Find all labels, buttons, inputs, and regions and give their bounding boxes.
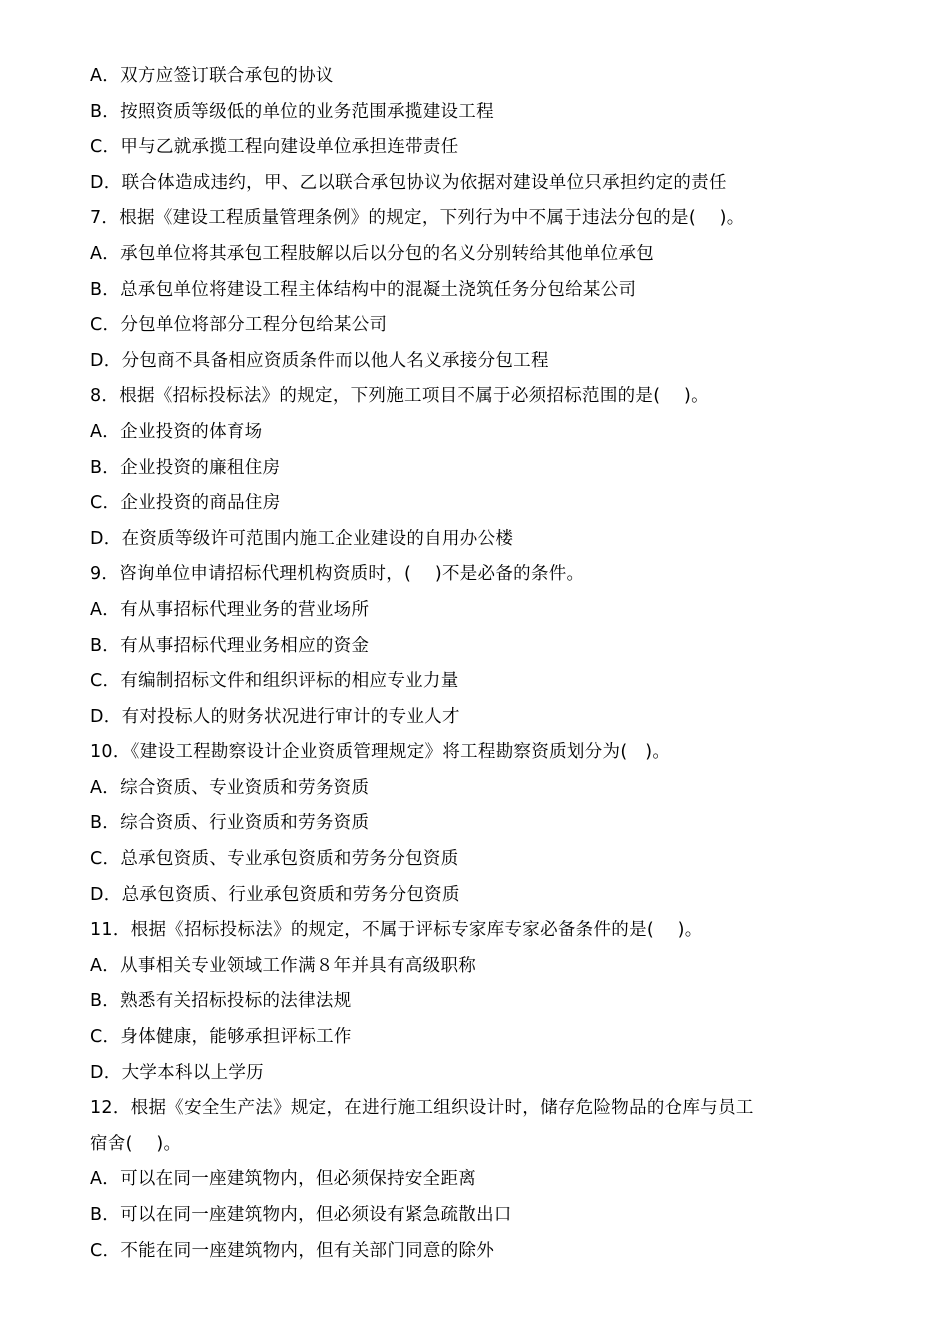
q7-option-d: D．分包商不具备相应资质条件而以他人名义承接分包工程 [90, 350, 549, 371]
option-b-line: B．按照资质等级低的单位的业务范围承揽建设工程 [90, 101, 494, 122]
option-a-line: A．双方应签订联合承包的协议 [90, 66, 334, 86]
q7-option-a: A．承包单位将其承包工程肢解以后以分包的名义分别转给其他单位承包 [90, 243, 655, 264]
question-9: 9．咨询单位申请招标代理机构资质时，( )不是必备的条件。 [90, 564, 585, 585]
q9-option-d: D．有对投标人的财务状况进行审计的专业人才 [90, 706, 460, 727]
question-7: 7．根据《建设工程质量管理条例》的规定，下列行为中不属于违法分包的是( )。 [90, 208, 745, 229]
q7-option-c: C．分包单位将部分工程分包给某公司 [90, 315, 388, 336]
q10-option-a: A．综合资质、专业资质和劳务资质 [90, 777, 370, 798]
question-12: 12．根据《安全生产法》规定，在进行施工组织设计时，储存危险物品的仓库与员工 [90, 1098, 754, 1119]
q9-option-c: C．有编制招标文件和组织评标的相应专业力量 [90, 671, 459, 692]
question-8: 8．根据《招标投标法》的规定，下列施工项目不属于必须招标范围的是( )。 [90, 386, 709, 407]
q11-option-b: B．熟悉有关招标投标的法律法规 [90, 991, 352, 1012]
q9-option-b: B．有从事招标代理业务相应的资金 [90, 635, 370, 656]
q9-option-a: A．有从事招标代理业务的营业场所 [90, 599, 370, 620]
document-body [90, 59, 850, 1269]
question-10: 10．《建设工程勘察设计企业资质管理规定》将工程勘察资质划分为( )。 [90, 742, 671, 763]
q11-option-c: C．身体健康，能够承担评标工作 [90, 1027, 352, 1048]
question-12-continued: 宿舍( )。 [90, 1133, 182, 1154]
question-11: 11．根据《招标投标法》的规定，不属于评标专家库专家必备条件的是( )。 [90, 920, 703, 941]
q8-option-a: A．企业投资的体育场 [90, 421, 263, 442]
q8-option-c: C．企业投资的商品住房 [90, 493, 281, 514]
q8-option-b: B．企业投资的廉租住房 [90, 457, 281, 478]
q7-option-b: B．总承包单位将建设工程主体结构中的混凝土浇筑任务分包给某公司 [90, 279, 637, 300]
q12-option-a: A．可以在同一座建筑物内，但必须保持安全距离 [90, 1169, 477, 1190]
q11-option-a: A．从事相关专业领域工作满８年并具有高级职称 [90, 955, 477, 976]
q10-option-c: C．总承包资质、专业承包资质和劳务分包资质 [90, 849, 459, 870]
option-c-line: C．甲与乙就承揽工程向建设单位承担连带责任 [90, 137, 459, 158]
q8-option-d: D．在资质等级许可范围内施工企业建设的自用办公楼 [90, 528, 514, 549]
q11-option-d: D．大学本科以上学历 [90, 1062, 264, 1083]
q10-option-d: D．总承包资质、行业承包资质和劳务分包资质 [90, 884, 460, 905]
q10-option-b: B．综合资质、行业资质和劳务资质 [90, 813, 370, 834]
q12-option-b: B．可以在同一座建筑物内，但必须设有紧急疏散出口 [90, 1205, 512, 1225]
option-d-line: D．联合体造成违约，甲、乙以联合承包协议为依据对建设单位只承担约定的责任 [90, 172, 727, 193]
q12-option-c: C．不能在同一座建筑物内，但有关部门同意的除外 [90, 1240, 495, 1261]
